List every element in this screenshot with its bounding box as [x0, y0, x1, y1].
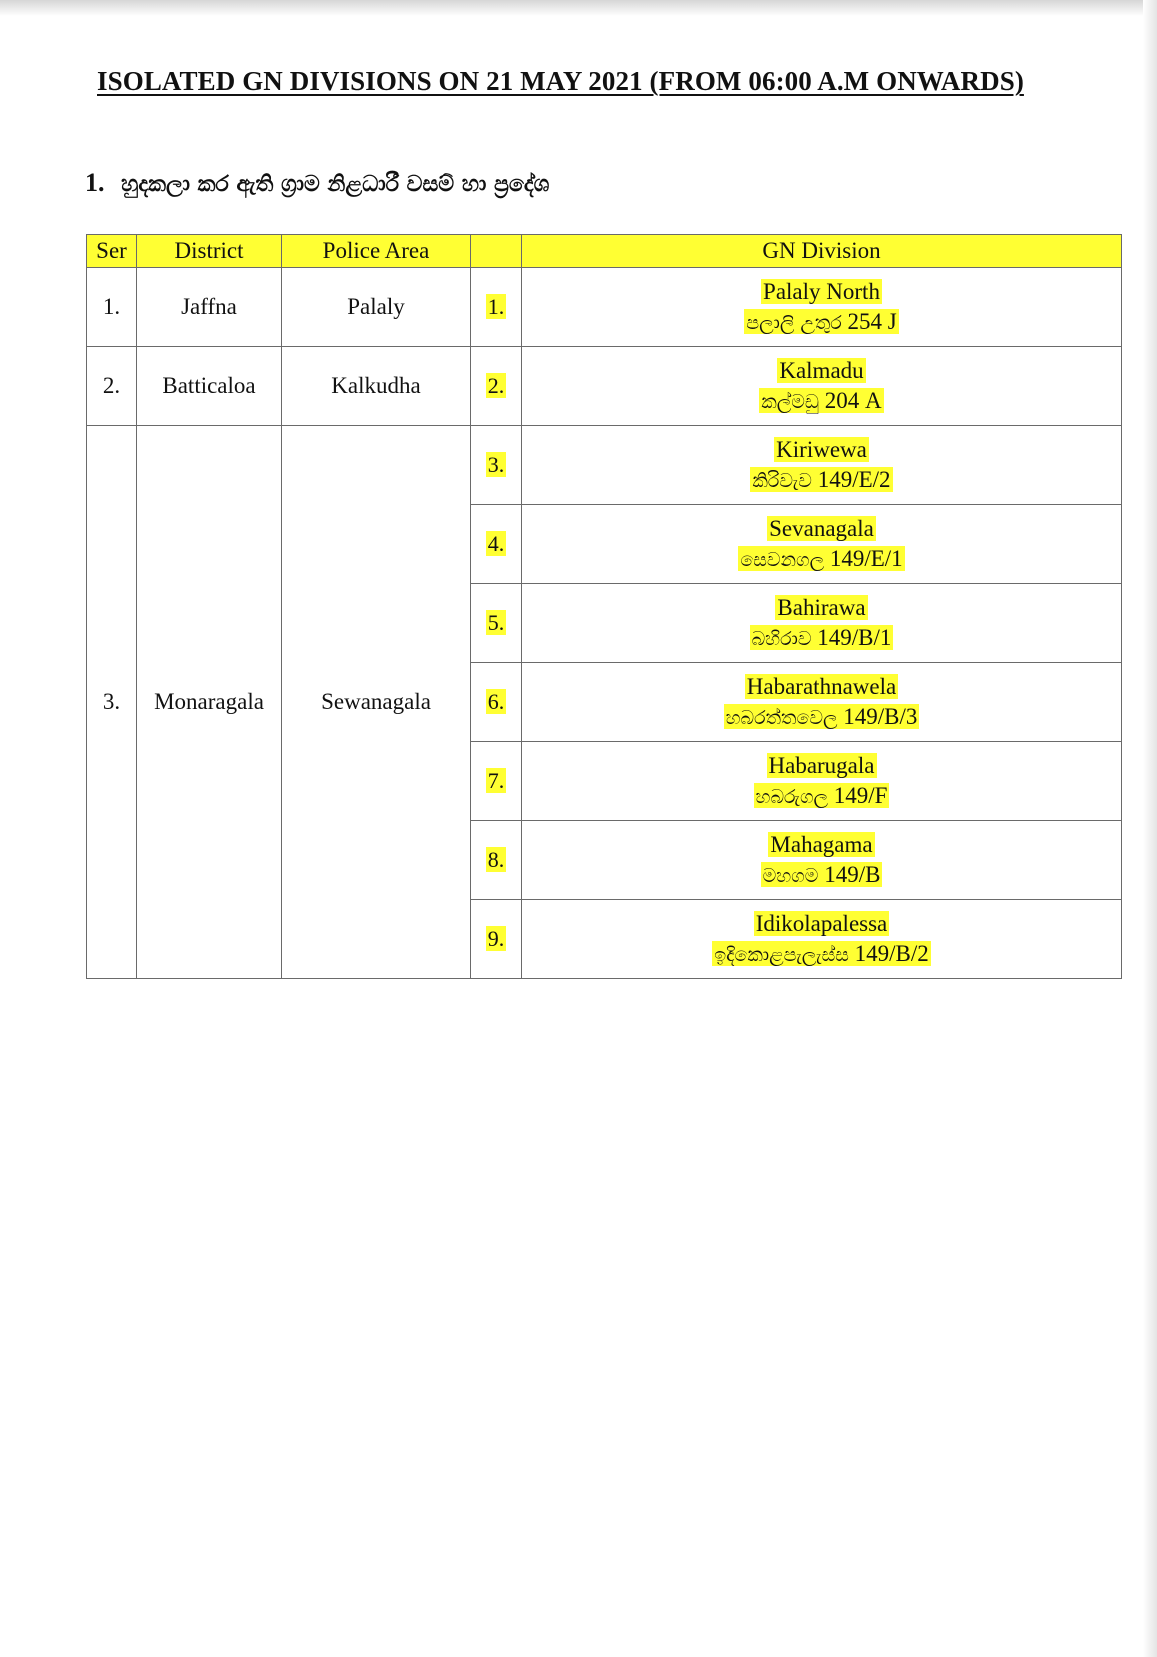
page-right-shadow: [1143, 0, 1157, 1657]
section-number: 1.: [85, 168, 105, 197]
ser-cell: 3.: [87, 426, 137, 979]
gn-division-code: 204 A: [824, 387, 882, 413]
section-label: හුදකලා කර ඇති ග්‍රාම නිළධාරී වසම් හා ප්‍රදේශ: [121, 172, 550, 197]
gn-division-code: 149/B/2: [854, 940, 929, 966]
header-gn-division: GN Division: [522, 235, 1122, 268]
gn-division-name: Palaly North: [763, 278, 880, 304]
gn-division-code: 149/B/1: [817, 624, 892, 650]
gn-division-code: 254 J: [847, 308, 897, 334]
index-cell: [471, 663, 522, 742]
police-area-cell: Sewanagala: [282, 426, 471, 979]
index-cell: [471, 505, 522, 584]
index-number: 5.: [487, 610, 505, 635]
index-cell: [471, 821, 522, 900]
gn-division-sinhala: බහිරාව: [751, 627, 812, 650]
index-cell: [471, 900, 522, 979]
gn-division-cell: [522, 821, 1122, 900]
ser-cell: 1.: [87, 268, 137, 347]
index-number: 8.: [487, 847, 505, 872]
gn-division-cell: [522, 268, 1122, 347]
gn-division-sinhala: පලාලි උතුර: [746, 311, 842, 334]
table-row: [87, 268, 1122, 347]
gn-division-sinhala: සෙවනගල: [740, 548, 825, 571]
gn-divisions-table: [86, 234, 1122, 979]
gn-division-sinhala: කල්මඩු: [761, 390, 820, 413]
gn-division-code: 149/F: [833, 782, 888, 808]
gn-division-code: 149/B/3: [843, 703, 918, 729]
gn-division-sinhala: ඉදිකොළපැලැස්ස: [714, 943, 849, 966]
page-top-shadow: [0, 0, 1157, 16]
header-police-area: Police Area: [282, 235, 471, 268]
district-cell: Jaffna: [137, 268, 282, 347]
district-cell: Monaragala: [137, 426, 282, 979]
gn-division-name: Kiriwewa: [776, 436, 867, 462]
gn-division-name: Idikolapalessa: [755, 910, 888, 936]
gn-division-cell: [522, 505, 1122, 584]
table-row: [87, 347, 1122, 426]
index-cell: [471, 268, 522, 347]
gn-division-code: 149/B: [824, 861, 881, 887]
gn-division-name: Kalmadu: [779, 357, 864, 383]
gn-division-cell: [522, 663, 1122, 742]
index-cell: [471, 347, 522, 426]
gn-division-cell: [522, 426, 1122, 505]
gn-division-name: Bahirawa: [777, 594, 866, 620]
gn-division-cell: [522, 900, 1122, 979]
gn-division-sinhala: හබරත්තවෙල: [725, 706, 838, 729]
table-header-row: [87, 235, 1122, 268]
index-number: 6.: [487, 689, 505, 714]
police-area-cell: Kalkudha: [282, 347, 471, 426]
index-number: 1.: [487, 294, 505, 319]
district-cell: Batticaloa: [137, 347, 282, 426]
index-number: 2.: [487, 373, 505, 398]
gn-division-cell: [522, 742, 1122, 821]
index-cell: [471, 426, 522, 505]
gn-division-cell: [522, 584, 1122, 663]
index-number: 4.: [487, 531, 505, 556]
gn-division-name: Mahagama: [770, 831, 873, 857]
document-title: ISOLATED GN DIVISIONS ON 21 MAY 2021 (FROM 06:00 A.M ONWARDS): [97, 66, 1024, 96]
section-heading: [85, 168, 549, 198]
ser-cell: 2.: [87, 347, 137, 426]
gn-division-name: Sevanagala: [769, 515, 874, 541]
header-district: District: [137, 235, 282, 268]
header-index: [471, 235, 522, 268]
index-number: 3.: [487, 452, 505, 477]
gn-division-sinhala: මහගම: [762, 864, 819, 887]
index-cell: [471, 584, 522, 663]
header-ser: Ser: [87, 235, 137, 268]
gn-division-name: Habarugala: [768, 752, 875, 778]
gn-division-cell: [522, 347, 1122, 426]
gn-division-sinhala: කිරිවැව: [752, 469, 812, 492]
gn-division-name: Habarathnawela: [746, 673, 897, 699]
index-number: 7.: [487, 768, 505, 793]
gn-division-code: 149/E/2: [817, 466, 891, 492]
index-cell: [471, 742, 522, 821]
gn-division-sinhala: හබරුගල: [755, 785, 829, 808]
index-number: 9.: [487, 926, 505, 951]
police-area-cell: Palaly: [282, 268, 471, 347]
table-row: [87, 426, 1122, 505]
gn-division-code: 149/E/1: [829, 545, 903, 571]
